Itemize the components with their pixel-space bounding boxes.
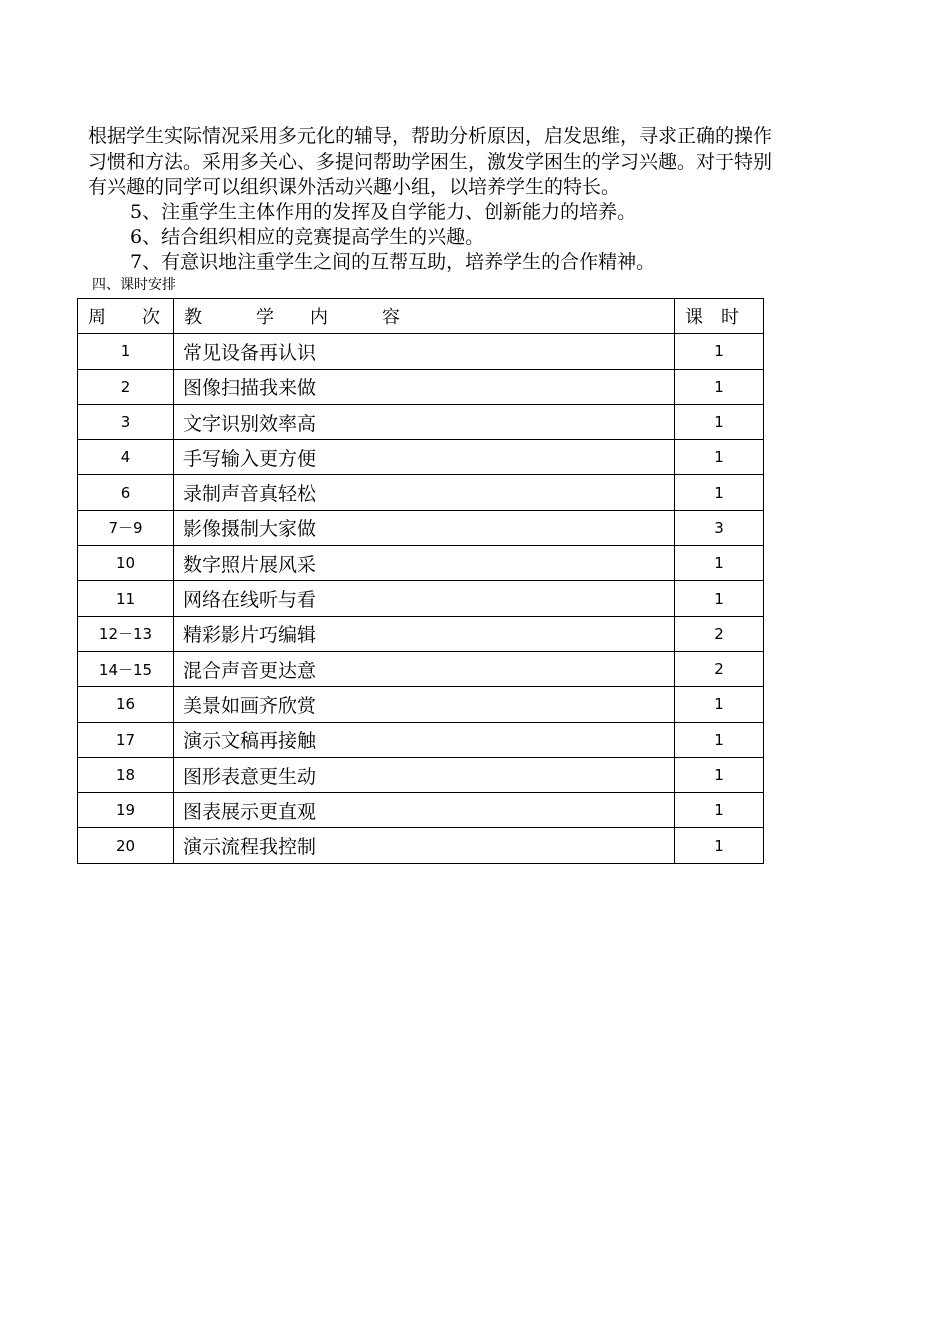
cell-hours: 1 [675,404,764,439]
cell-hours: 1 [675,334,764,369]
cell-week: 7－9 [78,510,174,545]
cell-week: 6 [78,475,174,510]
cell-content: 录制声音真轻松 [174,475,675,510]
table-row [78,616,764,651]
paragraph-line-3: 有兴趣的同学可以组织课外活动兴趣小组，以培养学生的特长。 [88,176,621,198]
cell-week: 16 [78,687,174,722]
header-content: 教 学 内 容 [174,299,675,334]
header-hours: 课 时 [675,299,764,334]
cell-hours: 1 [675,546,764,581]
table-row [78,546,764,581]
cell-content: 图形表意更生动 [174,757,675,792]
list-item-5: 5、注重学生主体作用的发挥及自学能力、创新能力的培养。 [130,201,637,223]
table-row [78,793,764,828]
cell-hours: 1 [675,722,764,757]
cell-hours: 3 [675,510,764,545]
cell-content: 数字照片展风采 [174,546,675,581]
header-week: 周 次 [78,299,174,334]
cell-hours: 1 [675,581,764,616]
list-item-7: 7、有意识地注重学生之间的互帮互助，培养学生的合作精神。 [130,251,656,273]
cell-week: 18 [78,757,174,792]
table-row [78,440,764,475]
cell-week: 12－13 [78,616,174,651]
cell-hours: 1 [675,687,764,722]
table-row [78,828,764,863]
paragraph-line-1: 根据学生实际情况采用多元化的辅导，帮助分析原因，启发思维，寻求正确的操作 [88,125,773,147]
table-row [78,651,764,686]
cell-content: 影像摄制大家做 [174,510,675,545]
table-row [78,369,764,404]
table-row [78,581,764,616]
cell-week: 19 [78,793,174,828]
table-row [78,757,764,792]
cell-hours: 1 [675,793,764,828]
cell-content: 常见设备再认识 [174,334,675,369]
table-row [78,334,764,369]
cell-week: 20 [78,828,174,863]
cell-week: 4 [78,440,174,475]
cell-content: 演示文稿再接触 [174,722,675,757]
cell-hours: 1 [675,757,764,792]
cell-week: 1 [78,334,174,369]
table-row [78,404,764,439]
cell-hours: 1 [675,475,764,510]
cell-hours: 1 [675,828,764,863]
cell-week: 17 [78,722,174,757]
cell-hours: 2 [675,616,764,651]
cell-week: 10 [78,546,174,581]
cell-content: 演示流程我控制 [174,828,675,863]
cell-content: 图表展示更直观 [174,793,675,828]
cell-hours: 2 [675,651,764,686]
schedule-table [77,298,764,864]
table-row [78,510,764,545]
cell-hours: 1 [675,369,764,404]
paragraph-line-2: 习惯和方法。采用多关心、多提问帮助学困生，激发学困生的学习兴趣。对于特别 [88,151,773,173]
table-row [78,687,764,722]
cell-content: 精彩影片巧编辑 [174,616,675,651]
cell-content: 手写输入更方便 [174,440,675,475]
cell-content: 混合声音更达意 [174,651,675,686]
table-row [78,722,764,757]
schedule-body [78,334,764,863]
list-item-6: 6、结合组织相应的竞赛提高学生的兴趣。 [130,226,485,248]
cell-content: 文字识别效率高 [174,404,675,439]
cell-content: 图像扫描我来做 [174,369,675,404]
cell-week: 11 [78,581,174,616]
cell-content: 网络在线听与看 [174,581,675,616]
section-title: 四、课时安排 [92,277,176,293]
cell-week: 3 [78,404,174,439]
cell-week: 2 [78,369,174,404]
cell-week: 14－15 [78,651,174,686]
table-header-row [78,299,764,334]
cell-hours: 1 [675,440,764,475]
table-row [78,475,764,510]
cell-content: 美景如画齐欣赏 [174,687,675,722]
